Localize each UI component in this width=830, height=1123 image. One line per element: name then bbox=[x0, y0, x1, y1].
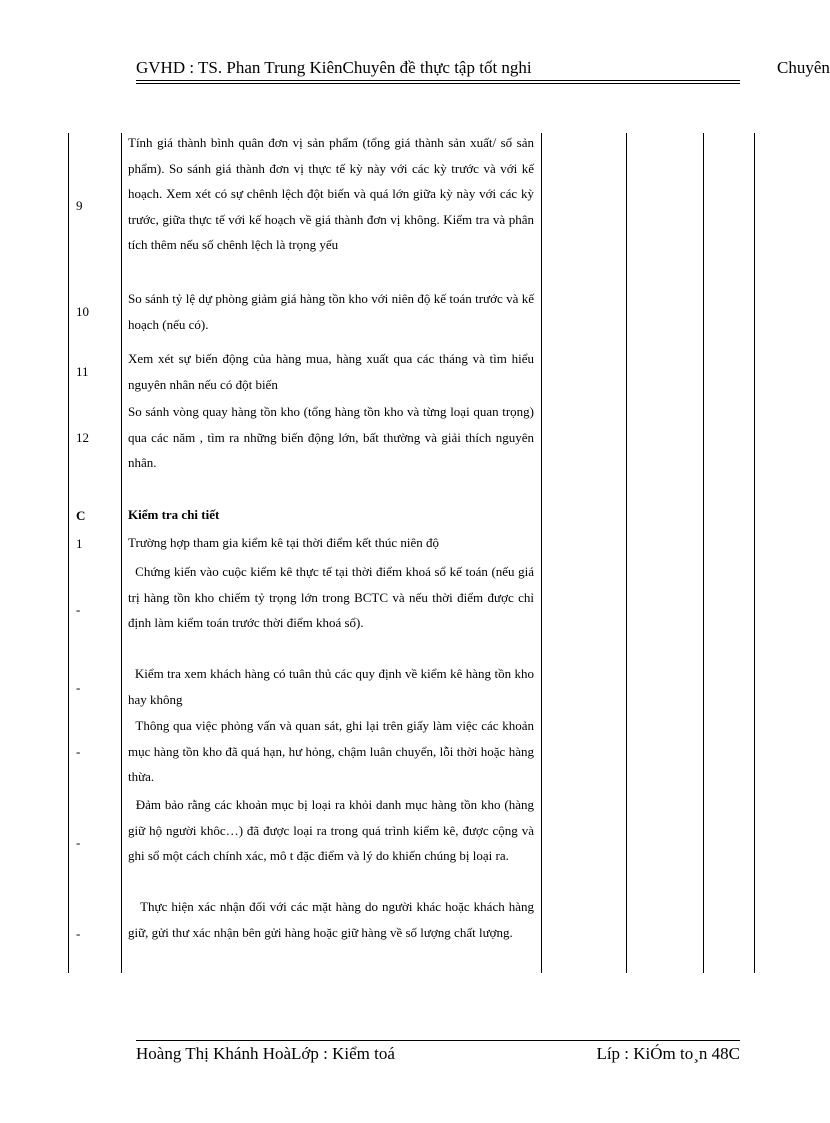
row-text: Trường hợp tham gia kiểm kê tại thời điểm kết thúc niên độ bbox=[128, 535, 439, 550]
section-title: Kiểm tra chi tiết bbox=[128, 507, 220, 522]
footer-author: Hoàng Thị Khánh HoàLớp : Kiểm toá bbox=[136, 1044, 395, 1063]
header-title: GVHD : TS. Phan Trung KiênChuyên đề thực tập tốt nghi bbox=[136, 58, 532, 77]
row-number: 10 bbox=[76, 304, 89, 319]
row-text: Thông qua việc phỏng vấn và quan sát, ghi lại trên giấy làm việc các khoản mục hàng tồn kho đã quá hạn, hư hỏng, chậm luân chuyển, lỗi thời hoặc hàng thừa. bbox=[128, 718, 538, 784]
row-number: 1 bbox=[76, 536, 83, 551]
footer-class: Líp : KiÓm to¸n 48C bbox=[596, 1044, 740, 1063]
row-bullet: - bbox=[76, 744, 81, 759]
row-bullet: - bbox=[76, 602, 81, 617]
row-number: 12 bbox=[76, 430, 89, 445]
row-bullet: - bbox=[76, 835, 81, 850]
header-rule-double bbox=[136, 83, 740, 84]
row-text: Kiểm tra xem khách hàng có tuân thủ các quy định về kiểm kê hàng tồn kho hay không bbox=[128, 666, 538, 707]
row-text: So sánh tỷ lệ dự phòng giảm giá hàng tồn kho với niên độ kế toán trước và kế hoạch (nếu có). bbox=[128, 291, 534, 332]
header-rule bbox=[136, 80, 740, 81]
row-bullet: - bbox=[76, 926, 81, 941]
header-title-overflow: Chuyên bbox=[777, 58, 830, 77]
row-text: Tính giá thành bình quân đơn vị sản phẩm (tổng giá thành sản xuất/ số sản phẩm). So sánh giá thành đơn vị thực tế kỳ này với các kỳ trước và với kế hoạch. Xem xét có sự chênh lệch đột biến và quá lớn giữa kỳ này với các kỳ trước, giữa thực tế với kế hoạch về giá thành đơn vị không. Kiểm tra và phân tích thêm nếu số chênh lệch là trọng yếu bbox=[128, 135, 534, 252]
row-text: So sánh vòng quay hàng tồn kho (tổng hàng tồn kho và từng loại quan trọng) qua các năm , tìm ra những biến động lớn, bất thường và giải thích nguyên nhân. bbox=[128, 404, 534, 470]
table-column-divider bbox=[121, 133, 122, 973]
row-number: 11 bbox=[76, 364, 89, 379]
table-column-divider bbox=[541, 133, 542, 973]
table-column-divider bbox=[626, 133, 627, 973]
footer-rule bbox=[136, 1040, 740, 1041]
row-bullet: - bbox=[76, 680, 81, 695]
table-border-right bbox=[754, 133, 755, 973]
row-text: Xem xét sự biến động của hàng mua, hàng xuất qua các tháng và tìm hiểu nguyên nhân nếu có đột biến bbox=[128, 351, 534, 392]
table-border-left bbox=[68, 133, 69, 973]
table-column-divider bbox=[703, 133, 704, 973]
row-text: Chứng kiến vào cuộc kiểm kê thực tế tại thời điểm khoá sổ kế toán (nếu giá trị hàng tồn kho chiếm tỷ trọng lớn trong BCTC và nếu thời điểm được chỉ định làm kiểm toán trước thời điểm khoá sổ). bbox=[128, 564, 538, 630]
row-text: Đảm bảo rằng các khoản mục bị loại ra khỏi danh mục hàng tồn kho (hàng giữ hộ người khôc…) đã được loại ra trong quá trình kiểm kê, được cộng và ghi sổ một cách chính xác, mô t đặc điểm và lý do khiến chúng bị loại ra. bbox=[128, 797, 538, 863]
section-number: C bbox=[76, 508, 86, 523]
row-number: 9 bbox=[76, 198, 83, 213]
row-text: Thực hiện xác nhận đối với các mặt hàng do người khác hoặc khách hàng giữ, gửi thư xác nhận bên gửi hàng hoặc giữ hàng về số lượng chất lượng. bbox=[128, 899, 538, 940]
